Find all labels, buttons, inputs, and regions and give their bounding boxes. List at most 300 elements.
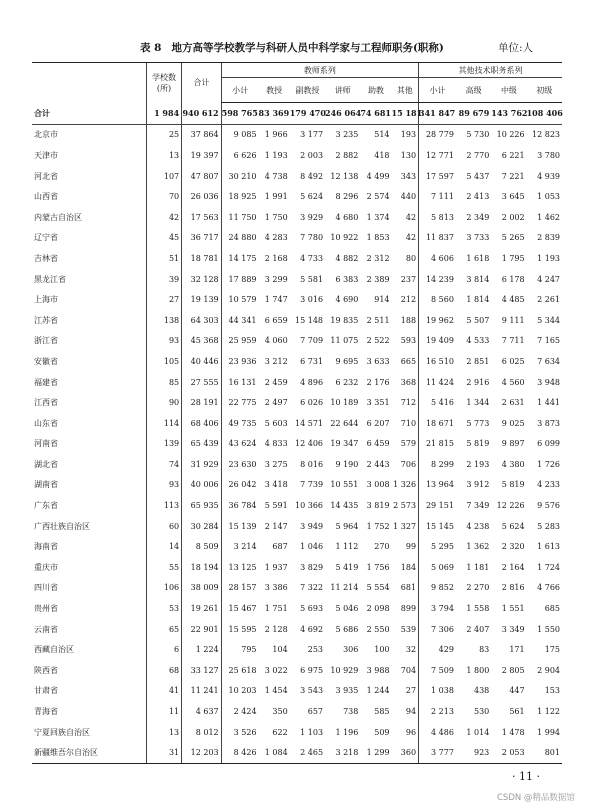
table-header: [32, 63, 562, 103]
header-other-group: 其他技术职务系列: [419, 63, 562, 78]
table-cell: 45: [146, 228, 181, 249]
table-cell: 1 618: [466, 253, 490, 263]
table-cell: 1 454: [264, 686, 288, 696]
region-name: 宁夏回族自治区: [34, 727, 90, 737]
table-cell: 7 634: [537, 356, 560, 366]
table-cell: 579: [400, 439, 417, 449]
table-cell: 2 424: [221, 701, 258, 722]
table-cell: 130: [400, 150, 417, 160]
table-cell: 8 016: [300, 459, 324, 469]
table-cell: 4 233: [537, 480, 560, 490]
table-cell: 4 833: [264, 439, 288, 449]
table-cell: 4 283: [264, 233, 288, 243]
table-row: [32, 434, 562, 455]
table-cell: 3 218: [325, 742, 360, 763]
table-cell: 3 543: [300, 686, 324, 696]
table-cell: 3 022: [264, 665, 288, 675]
table-cell: 3 780: [537, 150, 560, 160]
region-name: 山西省: [34, 192, 58, 202]
table-cell: 6 207: [366, 418, 390, 428]
table-cell: 7 349: [466, 501, 490, 511]
table-cell: 153: [544, 686, 560, 696]
table-cell: 31: [146, 742, 181, 763]
table-cell: 5 603: [264, 418, 288, 428]
region-name: 江西省: [34, 398, 58, 408]
table-row: [32, 495, 562, 516]
table-cell: 2 147: [264, 521, 288, 531]
region-name: 安徽省: [34, 356, 58, 366]
table-cell: 3 819: [366, 501, 390, 511]
table-cell: 1 053: [537, 192, 560, 202]
table-cell: 2 053: [491, 742, 526, 763]
region-name: 重庆市: [34, 562, 58, 572]
table-row: [32, 372, 562, 393]
table-cell: 429: [419, 639, 456, 660]
region-name: 河北省: [34, 171, 58, 181]
table-cell: 6 099: [537, 439, 560, 449]
header-total: 合计: [182, 63, 221, 103]
table-cell: 1 441: [537, 398, 560, 408]
table-cell: 3 299: [264, 274, 288, 284]
table-cell: 7 709: [300, 336, 324, 346]
table-cell: 7 322: [300, 583, 324, 593]
table-cell: 179 470: [290, 103, 325, 125]
table-cell: 25 959: [221, 331, 258, 352]
table-cell: 1 196: [335, 727, 359, 737]
table-cell: 49 735: [221, 413, 258, 434]
table-cell: 1 551: [501, 604, 525, 614]
table-cell: 360: [392, 742, 419, 763]
table-cell: 1 181: [466, 562, 490, 572]
table-cell: 68 406: [182, 413, 221, 434]
statistics-table: [32, 62, 562, 764]
table-cell: 80: [405, 253, 417, 263]
table-cell: 45 368: [182, 331, 221, 352]
table-cell: 2 193: [466, 459, 490, 469]
table-cell: 65 935: [182, 495, 221, 516]
table-row: [32, 742, 562, 763]
region-name: 合计: [32, 103, 146, 125]
table-cell: 9 085: [221, 124, 258, 145]
table-cell: 585: [374, 707, 390, 717]
table-cell: 368: [400, 377, 417, 387]
table-cell: 8 492: [300, 171, 324, 181]
table-cell: 2 573: [393, 501, 417, 511]
region-name: 内蒙古自治区: [34, 212, 82, 222]
table-row: [32, 413, 562, 434]
table-cell: 4 485: [501, 295, 525, 305]
table-cell: 2 320: [501, 542, 525, 552]
region-name: 北京市: [34, 130, 58, 140]
table-row: [32, 639, 562, 660]
header-professor: 教授: [259, 78, 290, 103]
table-cell: 2 459: [264, 377, 288, 387]
table-row: [32, 619, 562, 640]
table-cell: 2 213: [419, 701, 456, 722]
table-cell: 3 275: [264, 459, 288, 469]
table-row: [32, 701, 562, 722]
table-cell: 15 595: [221, 619, 258, 640]
table-row: [32, 681, 562, 702]
header-intermediate: 中级: [491, 78, 526, 103]
region-name: 辽宁省: [34, 233, 58, 243]
table-cell: 4 939: [537, 171, 560, 181]
table-cell: 33 127: [182, 660, 221, 681]
region-name: 陕西省: [34, 665, 58, 675]
table-cell: 8 299: [419, 454, 456, 475]
table-cell: 4 692: [300, 624, 324, 634]
table-cell: 738: [343, 707, 359, 717]
table-cell: 3 935: [335, 686, 359, 696]
table-cell: 3 177: [300, 130, 324, 140]
table-cell: 212: [400, 295, 417, 305]
table-cell: 171: [509, 645, 525, 655]
table-cell: 23 630: [221, 454, 258, 475]
table-cell: 11 750: [221, 207, 258, 228]
table-cell: 598 765: [221, 103, 258, 125]
table-cell: 561: [509, 707, 525, 717]
table-cell: 539: [400, 624, 417, 634]
table-cell: 8 509: [182, 536, 221, 557]
table-cell: 1 756: [366, 562, 390, 572]
table-cell: 2 882: [335, 150, 359, 160]
table-cell: 3 235: [335, 130, 359, 140]
table-cell: 22 901: [182, 619, 221, 640]
table-cell: 8 012: [182, 722, 221, 743]
table-cell: 28 779: [419, 124, 456, 145]
table-cell: 3 777: [419, 742, 456, 763]
table-cell: 8 560: [419, 289, 456, 310]
table-cell: 96: [405, 727, 417, 737]
table-row: [32, 351, 562, 372]
table-cell: 19 835: [330, 315, 359, 325]
table-cell: 1 751: [264, 604, 288, 614]
table-cell: 14 571: [295, 418, 324, 428]
table-row: [32, 289, 562, 310]
table-cell: 2 003: [300, 150, 324, 160]
table-cell: 1 327: [393, 521, 417, 531]
table-cell: 270: [374, 542, 390, 552]
table-cell: 438: [474, 686, 490, 696]
table-cell: 1 795: [501, 253, 525, 263]
table-row: [32, 475, 562, 496]
table-cell: 2 168: [264, 253, 288, 263]
table-cell: 5 419: [335, 562, 359, 572]
table-cell: 16 510: [419, 351, 456, 372]
table-cell: 4 606: [419, 248, 456, 269]
table-cell: 657: [307, 707, 324, 717]
table-cell: 1 750: [264, 212, 288, 222]
table-cell: 246 064: [325, 103, 360, 125]
table-cell: 25 618: [221, 660, 258, 681]
table-cell: 685: [544, 604, 560, 614]
table-row: [32, 722, 562, 743]
table-cell: 1 462: [537, 212, 560, 222]
table-row: [32, 145, 562, 166]
watermark: CSDN @精品数据馆: [497, 793, 575, 803]
region-name: 新疆维吾尔自治区: [32, 742, 146, 763]
table-cell: 2 497: [264, 398, 288, 408]
table-cell: 10 579: [221, 289, 258, 310]
table-cell: 8 296: [335, 192, 359, 202]
table-cell: 3 873: [537, 418, 560, 428]
table-cell: 1 991: [264, 192, 288, 202]
table-cell: 14 239: [419, 269, 456, 290]
table-row: [32, 166, 562, 187]
table-cell: 10 366: [295, 501, 324, 511]
table-cell: 1 362: [466, 542, 490, 552]
table-cell: 4 486: [419, 722, 456, 743]
table-cell: 1 122: [537, 707, 560, 717]
table-cell: 6 731: [300, 356, 324, 366]
table-cell: 2 522: [366, 336, 390, 346]
table-cell: 7 711: [501, 336, 525, 346]
table-title-text: 地方高等学校教学与科研人员中科学家与工程师职务(职称): [171, 42, 444, 54]
table-cell: 6 459: [366, 439, 390, 449]
region-name: 黑龙江省: [34, 274, 66, 284]
table-cell: 5 964: [335, 521, 359, 531]
header-teacher-subtotal: 小计: [221, 78, 258, 103]
table-cell: 7 306: [419, 619, 456, 640]
table-cell: 2 770: [466, 150, 490, 160]
table-cell: 710: [400, 418, 417, 428]
table-cell: 681: [400, 583, 417, 593]
table-cell: 6 659: [264, 315, 288, 325]
table-cell: 89 679: [456, 103, 491, 125]
table-cell: 9 190: [335, 459, 359, 469]
region-name: 西藏自治区: [34, 645, 74, 655]
table-cell: 1 038: [419, 681, 456, 702]
table-cell: 99: [405, 542, 417, 552]
table-cell: 74: [146, 454, 181, 475]
header-teacher-other: 其他: [392, 78, 419, 103]
region-name: 天津市: [34, 150, 58, 160]
header-assistant: 助教: [360, 78, 391, 103]
table-cell: 2 270: [466, 583, 490, 593]
table-cell: 12 203: [182, 742, 221, 763]
table-cell: 47 807: [182, 166, 221, 187]
table-cell: 2 511: [366, 315, 390, 325]
table-cell: 12 771: [419, 145, 456, 166]
table-cell: 27: [146, 289, 181, 310]
table-cell: 3 349: [501, 624, 525, 634]
table-cell: 193: [400, 130, 417, 140]
table-cell: 4 380: [501, 459, 525, 469]
table-cell: 1 478: [501, 727, 525, 737]
table-cell: 9 111: [501, 315, 525, 325]
table-cell: 90: [146, 392, 181, 413]
table-cell: 1 193: [264, 150, 288, 160]
region-name: 江苏省: [34, 315, 58, 325]
table-cell: 42: [405, 212, 417, 222]
table-cell: 712: [400, 398, 417, 408]
table-cell: 26 042: [221, 475, 258, 496]
table-cell: 43 624: [221, 434, 258, 455]
table-cell: 2 261: [537, 295, 560, 305]
region-name: 河南省: [34, 439, 58, 449]
table-cell: 18 781: [182, 248, 221, 269]
table-cell: 5 581: [300, 274, 324, 284]
table-cell: 3 794: [419, 598, 456, 619]
table-cell: 12 226: [496, 501, 525, 511]
table-cell: 3 733: [466, 233, 490, 243]
table-row: [32, 578, 562, 599]
table-cell: 10 189: [330, 398, 359, 408]
table-cell: 2 407: [466, 624, 490, 634]
table-cell: 65 439: [182, 434, 221, 455]
region-name: 福建省: [34, 377, 58, 387]
table-cell: 1 224: [182, 639, 221, 660]
table-cell: 11 837: [419, 228, 456, 249]
table-cell: 11 241: [182, 681, 221, 702]
table-cell: 28 191: [182, 392, 221, 413]
table-cell: 2 550: [366, 624, 390, 634]
table-row: [32, 207, 562, 228]
table-cell: 341 847: [419, 103, 456, 125]
table-cell: 12 138: [330, 171, 359, 181]
table-cell: 10 551: [330, 480, 359, 490]
table-cell: 18 671: [419, 413, 456, 434]
table-cell: 10 922: [330, 233, 359, 243]
table-title: [140, 40, 444, 55]
table-cell: 17 889: [221, 269, 258, 290]
table-cell: 4 533: [466, 336, 490, 346]
table-cell: 5 554: [366, 583, 390, 593]
table-cell: 237: [400, 274, 417, 284]
table-cell: 1 726: [537, 459, 560, 469]
table-cell: 68: [146, 660, 181, 681]
table-cell: 83: [479, 645, 490, 655]
table-cell: 23 936: [221, 351, 258, 372]
table-cell: 9 897: [501, 439, 525, 449]
table-cell: 5 819: [466, 439, 490, 449]
table-cell: 2 851: [466, 356, 490, 366]
table-row: [32, 124, 562, 145]
table-cell: 440: [400, 192, 417, 202]
table-cell: 108 406: [527, 103, 562, 125]
table-cell: 343: [400, 171, 417, 181]
table-cell: 13: [146, 722, 181, 743]
table-cell: 42: [405, 233, 417, 243]
table-row: [32, 310, 562, 331]
table-cell: 1 299: [360, 742, 391, 763]
table-cell: 3 418: [264, 480, 288, 490]
table-cell: 37 864: [182, 124, 221, 145]
table-cell: 1 014: [466, 727, 490, 737]
table-cell: 138: [146, 310, 181, 331]
table-cell: 2 443: [366, 459, 390, 469]
table-cell: 914: [374, 295, 390, 305]
region-name: 甘肃省: [34, 686, 58, 696]
table-cell: 55: [146, 557, 181, 578]
table-cell: 5 283: [537, 521, 560, 531]
table-cell: 5 819: [501, 480, 525, 490]
table-cell: 44 341: [221, 310, 258, 331]
table-cell: 3 814: [466, 274, 490, 284]
table-cell: 10 203: [221, 681, 258, 702]
table-cell: 1 112: [335, 542, 359, 552]
header-senior: 高级: [456, 78, 491, 103]
table-cell: 1 984: [146, 103, 181, 125]
table-cell: 4 733: [300, 253, 324, 263]
table-cell: 36 717: [182, 228, 221, 249]
region-name: 海南省: [34, 542, 58, 552]
table-row: [32, 598, 562, 619]
table-cell: 1 550: [537, 624, 560, 634]
table-cell: 1 344: [466, 398, 490, 408]
region-name: 湖南省: [34, 480, 58, 490]
table-row: [32, 516, 562, 537]
table-cell: 1 814: [466, 295, 490, 305]
header-associate-professor: 副教授: [290, 78, 325, 103]
table-cell: 801: [527, 742, 562, 763]
table-cell: 26 036: [182, 186, 221, 207]
table-cell: 6 026: [300, 398, 324, 408]
table-cell: 9 576: [537, 501, 560, 511]
table-cell: 2 349: [466, 212, 490, 222]
table-cell: 3 212: [264, 356, 288, 366]
table-cell: 5 773: [466, 418, 490, 428]
table-cell: 350: [272, 707, 288, 717]
table-cell: 11: [146, 701, 181, 722]
table-cell: 2 128: [264, 624, 288, 634]
table-cell: 21 815: [419, 434, 456, 455]
table-cell: 11 214: [330, 583, 359, 593]
table-cell: 795: [221, 639, 258, 660]
table-cell: 10 929: [330, 665, 359, 675]
table-cell: 6 178: [501, 274, 525, 284]
header-lecturer: 讲师: [325, 78, 360, 103]
table-cell: 6 232: [335, 377, 359, 387]
table-cell: 7 509: [419, 660, 456, 681]
table-cell: 2 465: [290, 742, 325, 763]
table-cell: 4 060: [264, 336, 288, 346]
table-row: [32, 248, 562, 269]
table-cell: 14: [146, 536, 181, 557]
table-cell: 687: [272, 542, 288, 552]
table-cell: 3 948: [537, 377, 560, 387]
table-cell: 14 175: [221, 248, 258, 269]
table-cell: 4 247: [537, 274, 560, 284]
table-cell: 30 284: [182, 516, 221, 537]
table-cell: 105: [146, 351, 181, 372]
table-cell: 6 626: [221, 145, 258, 166]
table-cell: 19 347: [330, 439, 359, 449]
region-name: 浙江省: [34, 336, 58, 346]
table-row: [32, 660, 562, 681]
table-cell: 5 046: [335, 604, 359, 614]
table-cell: 18 925: [221, 186, 258, 207]
table-cell: 74 681: [360, 103, 391, 125]
table-cell: 5 730: [466, 130, 490, 140]
table-cell: 2 839: [537, 233, 560, 243]
table-cell: 1 724: [537, 562, 560, 572]
table-cell: 1 752: [366, 521, 390, 531]
table-cell: 113: [146, 495, 181, 516]
table-cell: 19 409: [419, 331, 456, 352]
table-cell: 447: [509, 686, 525, 696]
table-cell: 4 766: [537, 583, 560, 593]
region-name: 四川省: [34, 583, 58, 593]
table-body: [32, 103, 562, 764]
table-cell: 5 693: [300, 604, 324, 614]
table-cell: 3 912: [466, 480, 490, 490]
table-cell: 184: [400, 562, 417, 572]
table-cell: 2 176: [366, 377, 390, 387]
table-cell: 38 009: [182, 578, 221, 599]
table-cell: 509: [374, 727, 390, 737]
table-cell: 41: [146, 681, 181, 702]
